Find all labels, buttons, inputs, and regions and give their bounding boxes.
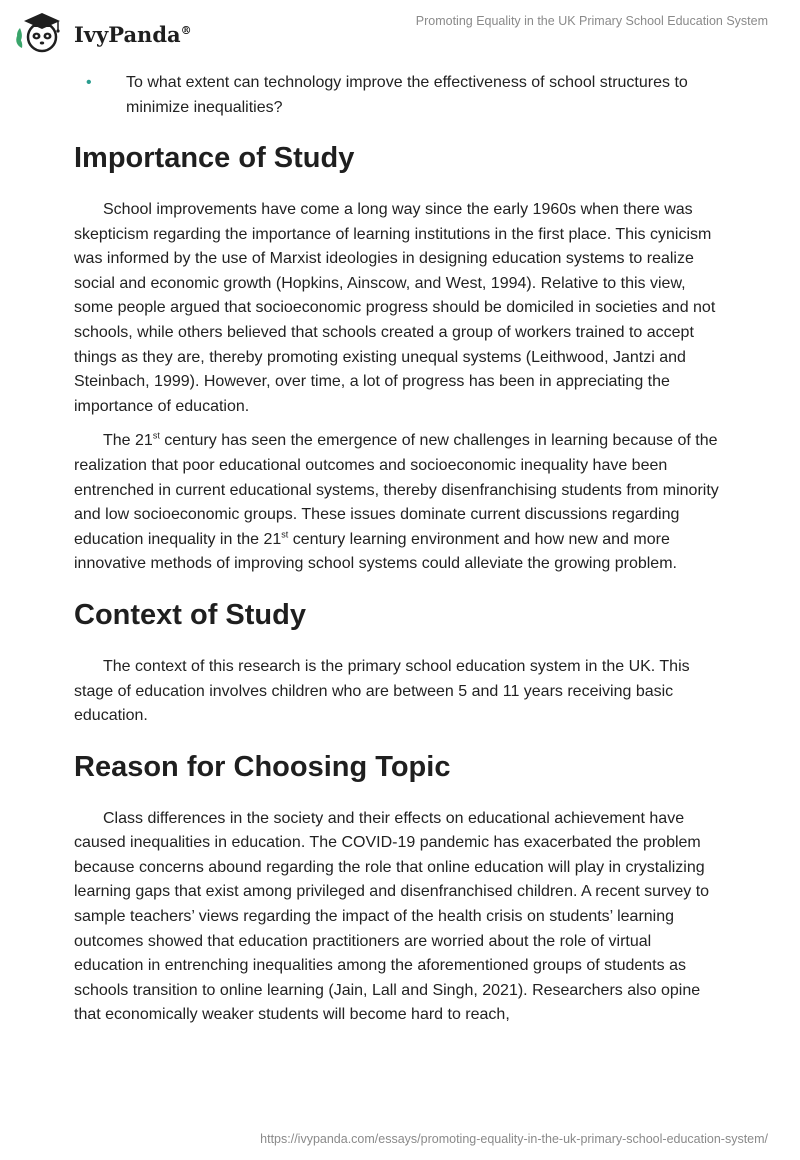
brand-logo[interactable]: [14, 8, 192, 56]
paragraph: School improvements have come a long way since the early 1960s when there was skepticism regarding the importance of learning institutions in the first place. This cynicism was informed by the use of Marxist ideologies in designing education systems to realize social and economic growth (Hopkins, Ainscow, and West, 1994). Relative to this view, some people argued that socioeconomic progress should be domiciled in societies and not schools, while others believed that schools created a group of workers trained to accept things as they are, thereby promoting existing unequal systems (Leithwood, Jantzi and Steinbach, 1999). However, over time, a lot of progress has been in appreciating the importance of education.: [74, 201, 716, 415]
essay-content: [74, 70, 724, 1038]
section-heading-reason: Reason for Choosing Topic: [74, 750, 451, 783]
list-item: [74, 70, 724, 120]
paragraph: [74, 429, 724, 577]
paragraph-text: The 21: [103, 432, 153, 450]
page-header: [0, 0, 800, 60]
paragraph: The context of this research is the primary school education system in the UK. This stage of education involves children who are between 5 and 11 years receiving basic education.: [74, 657, 690, 725]
source-url[interactable]: https://ivypanda.com/essays/promoting-equality-in-the-uk-primary-school-education-system/: [260, 1132, 768, 1146]
registered-mark: ®: [180, 23, 192, 37]
section-heading-importance: Importance of Study: [74, 142, 355, 174]
bullet-text: To what extent can technology improve the effectiveness of school structures to minimize inequalities?: [126, 74, 688, 116]
document-title: Promoting Equality in the UK Primary School Education System: [415, 14, 768, 28]
paragraph-text: century learning environment and how new and more innovative methods of improving school systems could alleviate the growing problem.: [74, 530, 677, 573]
bullet-dot-icon: •: [86, 74, 92, 91]
brand-name-text: IvyPanda: [74, 21, 181, 47]
brand-name: [74, 22, 192, 47]
ordinal-suffix: st: [281, 529, 289, 540]
panda-graduation-cap-icon: [14, 8, 70, 56]
section-heading-context: Context of Study: [74, 598, 306, 631]
ordinal-suffix: st: [152, 431, 160, 442]
paragraph-text: century has seen the emergence of new challenges in learning because of the realization that poor educational outcomes and socioeconomic inequality have been entrenched in current educational systems, thereby disenfranchising students from minority and low socioeconomic groups. These issues dominate current discussions regarding education inequality in the 21: [74, 432, 719, 548]
paragraph: Class differences in the society and their effects on educational achievement have caused inequalities in education. The COVID-19 pandemic has exacerbated the problem because concerns abound regarding the role that online education will play in crystalizing learning gaps that exist among privileged and disenfranchised children. A recent survey to sample teachers’ views regarding the impact of the health crisis on students’ learning outcomes showed that education practitioners are worried about the role of virtual education in entrenching inequalities among the aforementioned groups of students as schools transition to online learning (Jain, Lall and Singh, 2021). Researchers also opine that economically weaker students will become hard to reach,: [74, 809, 710, 1024]
